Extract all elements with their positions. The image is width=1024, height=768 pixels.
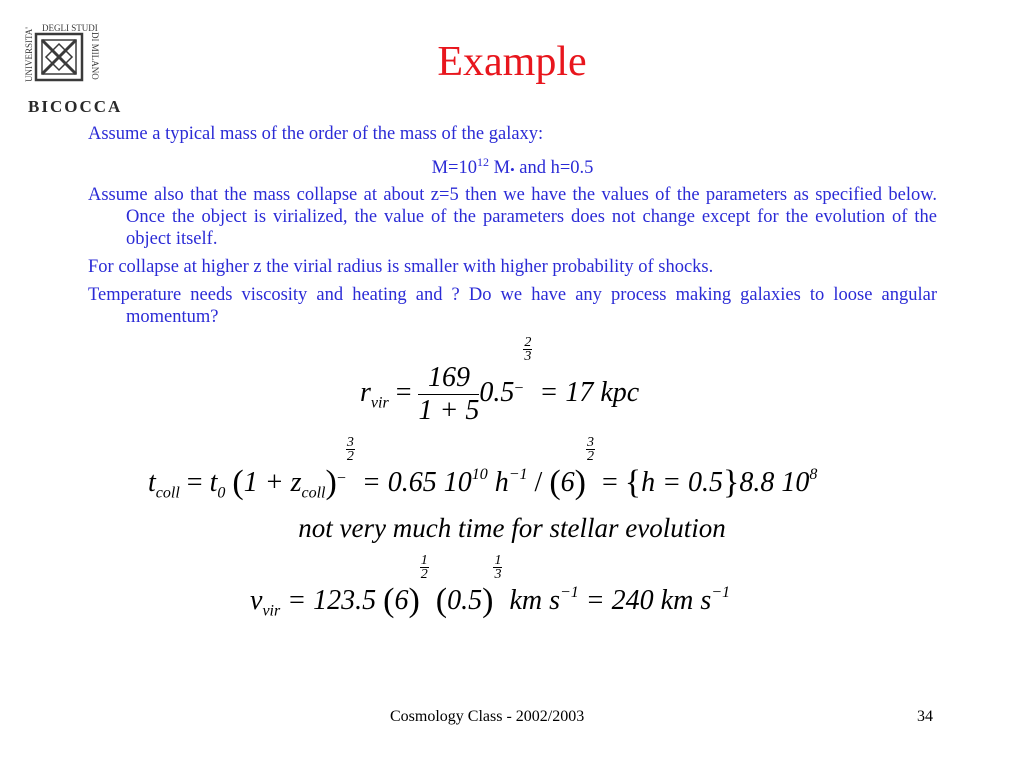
slide-body <box>88 123 937 334</box>
paragraph-3: For collapse at higher z the virial radius is smaller with higher probability of shocks. <box>88 257 714 278</box>
svg-text:DI MILANO: DI MILANO <box>90 32 100 80</box>
paragraph-1: Assume a typical mass of the order of the mass of the galaxy: <box>88 124 544 144</box>
footer-page-number: 34 <box>917 708 933 725</box>
svg-text:UNIVERSITA': UNIVERSITA' <box>24 27 34 82</box>
paragraph-mass: $M=10^{12}$ M• and h=0.5 <box>431 155 594 179</box>
equation-virial-velocity: $v_{vir} = 123.5$ (6) $\frac{1}{2}$ (0.5) $\frac{1}{3}$ km $s^{-1} = 240$ km $s^{-1}$ <box>250 553 731 620</box>
svg-text:DEGLI STUDI: DEGLI STUDI <box>42 23 98 33</box>
equation-note: not very much time for stellar evolution <box>298 513 726 543</box>
equation-collapse-time: $t_{coll} = t_0$ $(1 + z_{coll})^-$ $\frac{3}{2}$ = 0.65 $10^{10}$ $h^{-1} / (6)$ $\frac{3}{2}$ = {h = 0.5}8.8 $10^8$ <box>148 435 818 502</box>
footer-course: Cosmology Class - 2002/2003 <box>390 708 585 725</box>
slide-title: Example <box>437 39 587 85</box>
svg-text:BICOCCA: BICOCCA <box>28 97 123 116</box>
equation-virial-radius: $r_{vir}$ = $\frac{169}{1 + 5}$ 0.5− $\frac{2}{3}$ = 17 kpc <box>360 335 640 426</box>
paragraph-2: Assume also that the mass collapse at about z=5 then we have the values of the parameters as specified below. Once the object is virialized, the value of the parameters does not change except for the evolution of the object itself. <box>88 185 937 250</box>
paragraph-4: Temperature needs viscosity and heating and ? Do we have any process making galaxies to loose angular momentum? <box>88 285 937 328</box>
